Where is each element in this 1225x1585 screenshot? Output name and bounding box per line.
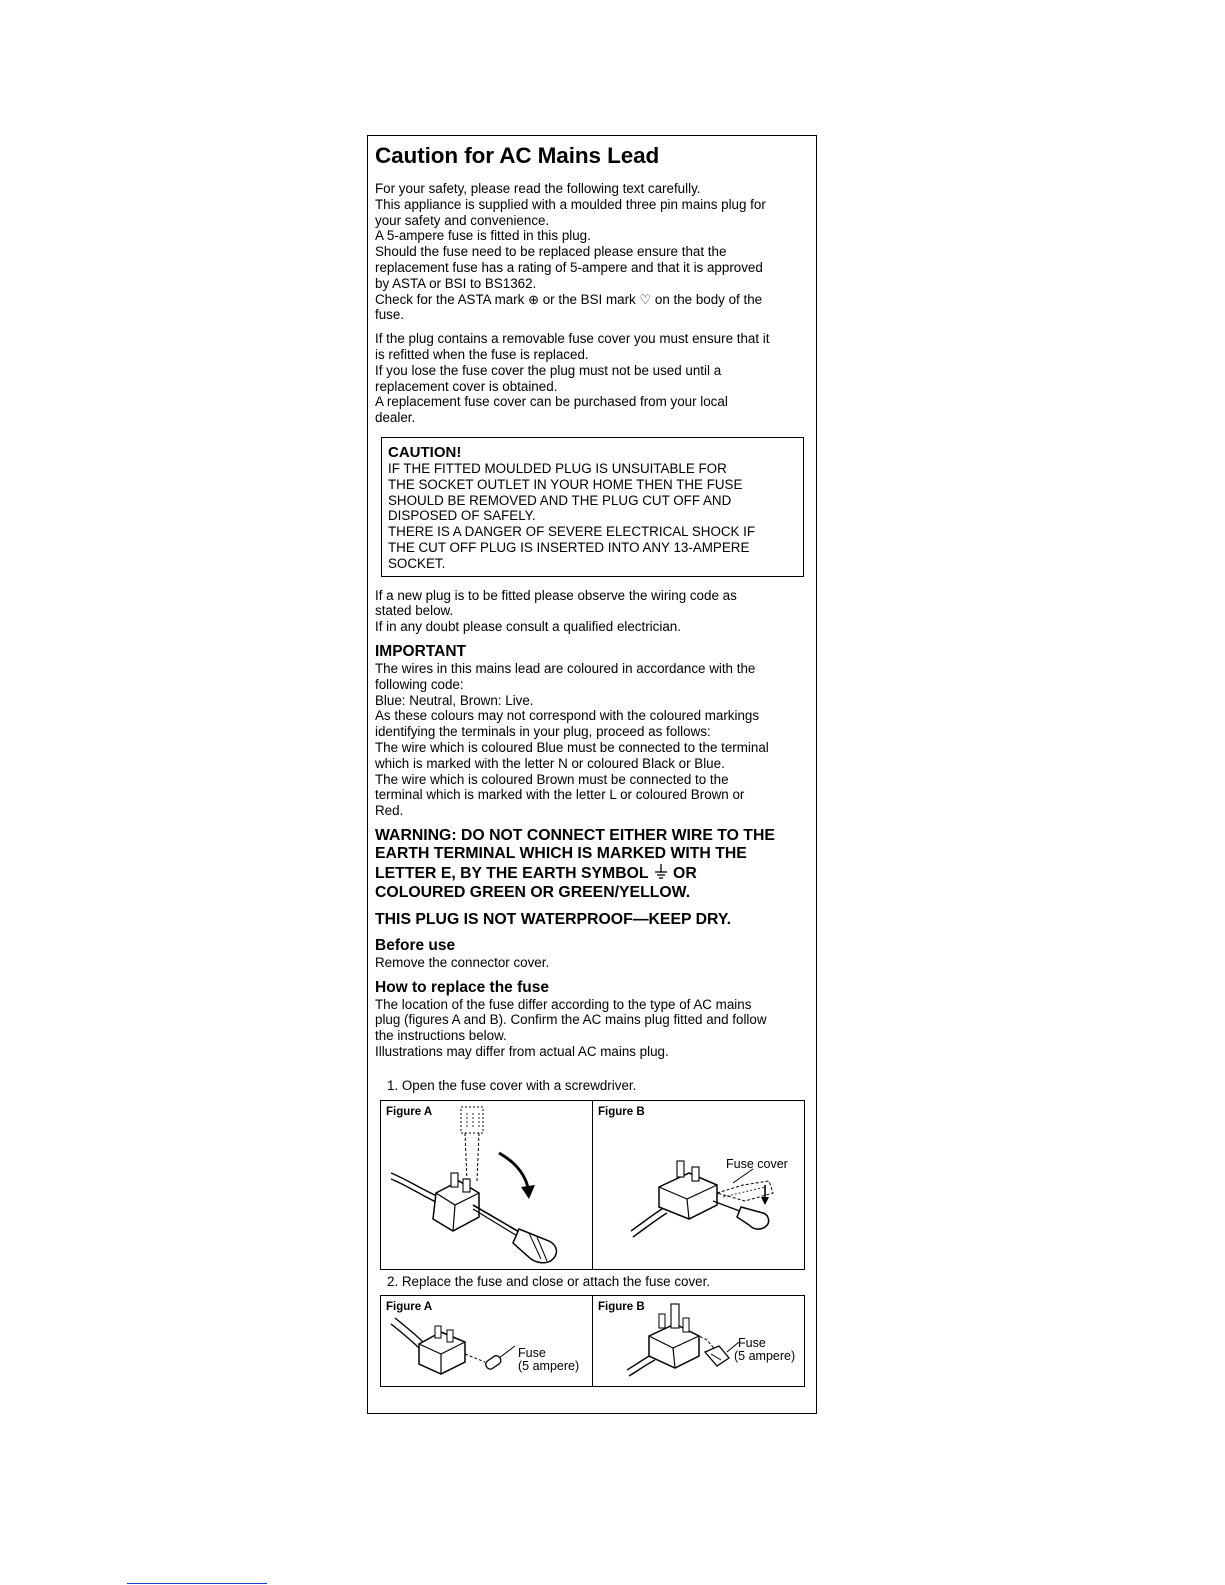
important-paragraph (375, 661, 810, 819)
figure-b-open-cover (592, 1101, 804, 1269)
step-1-figures (380, 1100, 805, 1270)
text-line: The wire which is coloured Brown must be connected to the (375, 771, 729, 787)
fuse-label: Fuse (738, 1335, 766, 1350)
fuse-rating: (5 ampere) (518, 1358, 580, 1373)
check-mark-text: Check for the ASTA mark (375, 291, 525, 307)
bsi-mark-icon: ♡ (639, 291, 652, 307)
caution-line: THERE IS A DANGER OF SEVERE ELECTRICAL SHOCK IF (388, 524, 756, 540)
fuse-cover-callout: Fuse cover (726, 1156, 788, 1171)
text-line: stated below. (375, 603, 454, 619)
new-plug-paragraph (375, 588, 810, 635)
caution-title: CAUTION! (388, 443, 462, 461)
text-line: plug (figures A and B). Confirm the AC mains plug fitted and follow (375, 1012, 767, 1028)
text-line: If the plug contains a removable fuse cover you must ensure that it (375, 331, 770, 347)
before-use-text: Remove the connector cover. (375, 954, 550, 970)
text-line: replacement fuse has a rating of 5-ampere and that it is approved (375, 259, 763, 275)
page-footer-rule (127, 1583, 267, 1584)
fuse-cover-paragraph (375, 331, 810, 426)
text-line: Blue: Neutral, Brown: Live. (375, 692, 534, 708)
text-line: If you lose the fuse cover the plug must not be used until a (375, 362, 722, 378)
replace-fuse-heading: How to replace the fuse (375, 978, 549, 996)
waterproof-warning: THIS PLUG IS NOT WATERPROOF—KEEP DRY. (375, 910, 732, 928)
text-line: which is marked with the letter N or coloured Black or Blue. (375, 755, 725, 771)
caution-panel (367, 135, 817, 1414)
warning-block (375, 827, 810, 902)
warning-line-earth (375, 863, 810, 883)
figure-label: Figure A (386, 1300, 433, 1313)
page-title: Caution for AC Mains Lead (375, 143, 660, 168)
text-line: The wires in this mains lead are coloured in accordance with the (375, 660, 756, 676)
text-line: This appliance is supplied with a moulded three pin mains plug for (375, 196, 766, 212)
figure-a-replace-fuse (381, 1296, 592, 1386)
warning-line: WARNING: DO NOT CONNECT EITHER WIRE TO THE (375, 826, 775, 844)
text-line: If a new plug is to be fitted please observe the wiring code as (375, 587, 737, 603)
text-line: For your safety, please read the following text carefully. (375, 181, 701, 196)
plug-screwdriver-illustration (381, 1101, 590, 1269)
text-line: the instructions below. (375, 1028, 507, 1044)
figure-label: Figure A (386, 1105, 433, 1118)
check-mark-text: or the BSI mark (542, 291, 636, 307)
figure-b-replace-fuse (592, 1296, 804, 1386)
text-line: dealer. (375, 410, 416, 426)
caution-line: IF THE FITTED MOULDED PLUG IS UNSUITABLE FOR (388, 460, 727, 476)
text-line: following code: (375, 676, 464, 692)
figure-label: Figure B (598, 1300, 645, 1313)
text-line: As these colours may not correspond with the coloured markings (375, 708, 760, 724)
warning-text: LETTER E, BY THE EARTH SYMBOL (375, 865, 649, 883)
intro-paragraph (375, 181, 810, 323)
text-line: The wire which is coloured Blue must be connected to the terminal (375, 739, 769, 755)
caution-line: DISPOSED OF SAFELY. (388, 508, 536, 524)
text-line: identifying the terminals in your plug, proceed as follows: (375, 724, 711, 740)
fuse-label: Fuse (518, 1345, 546, 1360)
caution-line: THE CUT OFF PLUG IS INSERTED INTO ANY 13-AMPERE (388, 539, 750, 555)
text-line: your safety and convenience. (375, 212, 550, 228)
text-line: If in any doubt please consult a qualified electrician. (375, 619, 681, 635)
warning-text: OR (673, 865, 697, 883)
text-line: The location of the fuse differ according to the type of AC mains (375, 996, 752, 1012)
important-heading: IMPORTANT (375, 642, 466, 660)
before-use-heading: Before use (375, 936, 456, 954)
figure-label: Figure B (598, 1105, 645, 1118)
caution-line: SOCKET. (388, 555, 446, 571)
caution-box (381, 437, 804, 577)
plug-fuse-cover-illustration (593, 1101, 802, 1269)
text-line: Should the fuse need to be replaced please ensure that the (375, 244, 727, 260)
text-line: Illustrations may differ from actual AC mains plug. (375, 1043, 669, 1059)
warning-line: COLOURED GREEN OR GREEN/YELLOW. (375, 883, 691, 901)
caution-line: THE SOCKET OUTLET IN YOUR HOME THEN THE FUSE (388, 476, 743, 492)
step-1-text: 1. Open the fuse cover with a screwdriver. (387, 1077, 637, 1093)
replace-fuse-paragraph (375, 997, 810, 1060)
text-line: replacement cover is obtained. (375, 378, 558, 394)
check-mark-text: on the body of the (654, 291, 763, 307)
text-line: terminal which is marked with the letter L or coloured Brown or (375, 787, 745, 803)
text-line: by ASTA or BSI to BS1362. (375, 275, 537, 291)
asta-mark-icon: ⊕ (528, 291, 539, 307)
step-2-figures (380, 1295, 805, 1387)
text-line: A 5-ampere fuse is fitted in this plug. (375, 228, 591, 244)
plug-fuse-carrier-illustration (593, 1296, 802, 1386)
text-line: is refitted when the fuse is replaced. (375, 346, 589, 362)
warning-line: EARTH TERMINAL WHICH IS MARKED WITH THE (375, 845, 747, 863)
fuse-rating: (5 ampere) (734, 1348, 796, 1363)
earth-symbol-icon (653, 863, 669, 879)
step-2-text: 2. Replace the fuse and close or attach the fuse cover. (387, 1273, 711, 1289)
text-line: Red. (375, 803, 404, 819)
check-mark-line (375, 292, 810, 308)
text-line: fuse. (375, 307, 405, 323)
caution-line: SHOULD BE REMOVED AND THE PLUG CUT OFF AND (388, 492, 732, 508)
figure-a-open-cover (381, 1101, 592, 1269)
text-line: A replacement fuse cover can be purchased from your local (375, 394, 728, 410)
